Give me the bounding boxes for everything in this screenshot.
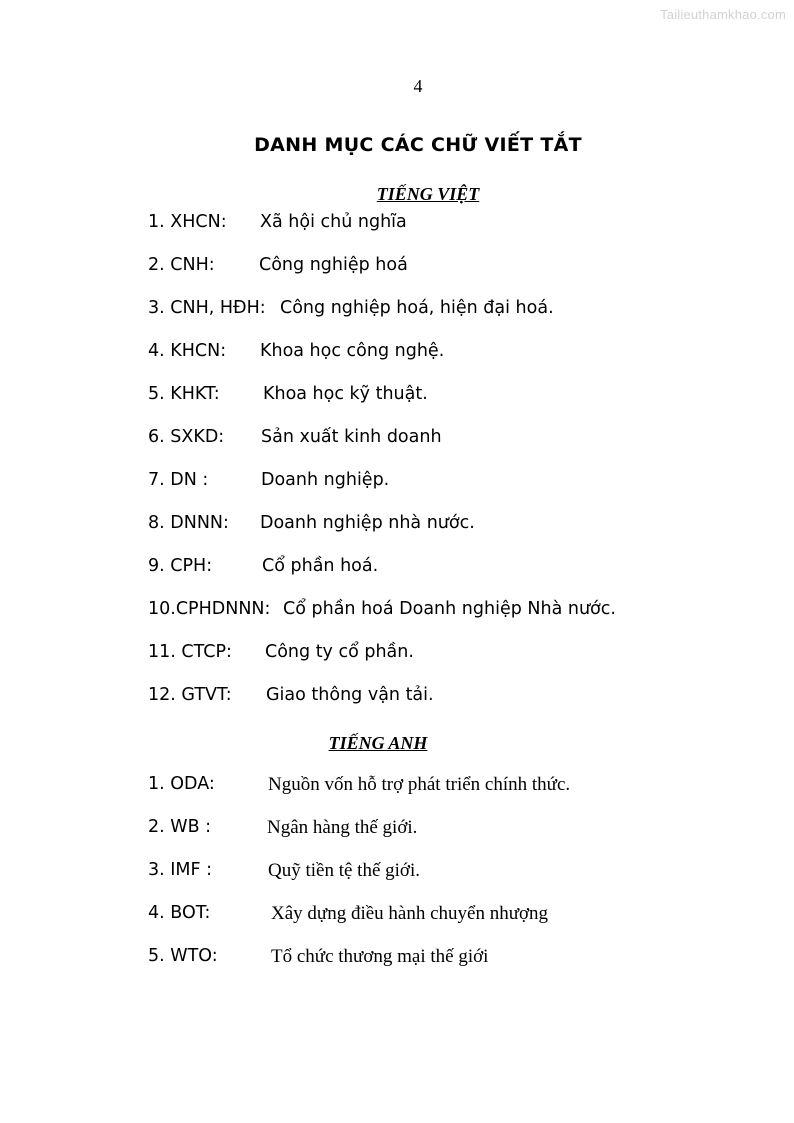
- abbreviation: 5. KHKT:: [148, 384, 220, 404]
- abbreviation-meaning: Doanh nghiệp nhà nước.: [260, 513, 475, 533]
- abbreviation: 4. KHCN:: [148, 341, 227, 361]
- section-heading-tieng-anh: TIẾNG ANH: [328, 733, 428, 753]
- abbreviation-meaning: Công nghiệp hoá, hiện đại hoá.: [280, 298, 554, 318]
- abbreviation: 7. DN :: [148, 470, 209, 490]
- page-number: 4: [413, 76, 423, 96]
- abbreviation-meaning: Xây dựng điều hành chuyển nhượng: [271, 903, 549, 924]
- abbreviation-meaning: Tổ chức thương mại thế giới: [271, 946, 489, 967]
- abbreviation-meaning: Công nghiệp hoá: [259, 255, 408, 275]
- abbreviation: 6. SXKD:: [148, 427, 225, 447]
- page-title: DANH MỤC CÁC CHỮ VIẾT TẮT: [254, 134, 582, 156]
- abbreviation-meaning: Xã hội chủ nghĩa: [260, 212, 407, 232]
- abbreviation-meaning: Khoa học kỹ thuật.: [263, 384, 428, 404]
- abbreviation-meaning: Giao thông vận tải.: [266, 685, 434, 705]
- abbreviation-meaning: Doanh nghiệp.: [261, 470, 390, 490]
- abbreviation-meaning: Công ty cổ phần.: [265, 642, 414, 662]
- abbreviation-meaning: Sản xuất kinh doanh: [261, 427, 442, 447]
- abbreviation: 2. WB :: [148, 817, 212, 837]
- abbreviation: 5. WTO:: [148, 946, 218, 966]
- abbreviation: 12. GTVT:: [148, 685, 232, 705]
- abbreviation: 3. CNH, HĐH:: [148, 298, 266, 318]
- abbreviation: 1. XHCN:: [148, 212, 227, 232]
- abbreviation-meaning: Cổ phần hoá.: [262, 556, 379, 576]
- abbreviation: 10.CPHDNNN:: [148, 599, 271, 619]
- abbreviation: 2. CNH:: [148, 255, 215, 275]
- abbreviation: 9. CPH:: [148, 556, 213, 576]
- abbreviation: 11. CTCP:: [148, 642, 232, 662]
- abbreviation-meaning: Quỹ tiền tệ thế giới.: [268, 860, 420, 881]
- abbreviation-meaning: Nguồn vốn hỗ trợ phát triển chính thức.: [268, 774, 571, 795]
- abbreviation: 3. IMF :: [148, 860, 213, 880]
- abbreviation: 4. BOT:: [148, 903, 211, 923]
- abbreviation: 1. ODA:: [148, 774, 215, 794]
- abbreviation: 8. DNNN:: [148, 513, 229, 533]
- abbreviation-meaning: Khoa học công nghệ.: [260, 341, 445, 361]
- watermark: Tailieuthamkhao.com: [660, 7, 786, 22]
- section-heading-tieng-viet: TIẾNG VIỆT: [376, 184, 480, 204]
- abbreviation-meaning: Cổ phần hoá Doanh nghiệp Nhà nước.: [283, 599, 616, 619]
- abbreviation-meaning: Ngân hàng thế giới.: [267, 817, 418, 838]
